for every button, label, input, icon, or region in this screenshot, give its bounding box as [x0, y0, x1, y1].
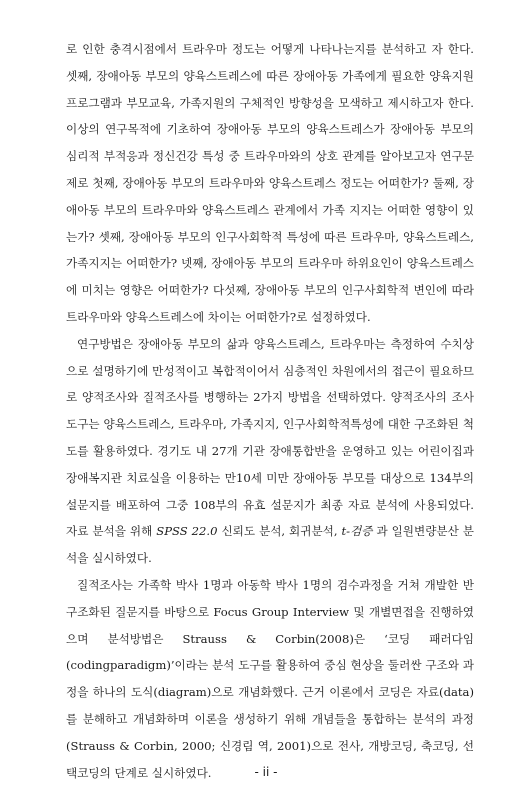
method-text-1: 연구방법은 장애아동 부모의 삶과 양육스트레스, 트라우마는 측정하여 수치상으로 설명하기에 만성적이고 복합적이어서 심층적인 차원에서의 접근이 필요하므로 양적조사와 질적조사를 병행하는 2가지 방법을 선택하였다. 양적조사의 조사도구는 양육스트레스, 트라우마, 가족지지, 인구사회학적특성에 대한 구조화된 척도를 활용하였다. 경기도 내 27개 기관 장애통합반을 운영하고 있는 어린이집과 장애복지관 치료실을 이용하는 만10세 미만 장애아동 부모를 대상으로 134부의 설문지를 배포하여 그중 108부의 유효 설문지가 최종 자료 분석에 사용되었다. 자료 분석을 위해	[66, 336, 474, 539]
page-number: - ii -	[254, 765, 278, 779]
spss-version: SPSS 22.0	[156, 524, 218, 539]
body-text	[66, 36, 474, 786]
paragraph-research-questions: 로 인한 충격시점에서 트라우마 정도는 어떻게 나타나는지를 분석하고 자 한다. 셋째, 장애아동 부모의 양육스트레스에 따른 장애아동 가족에게 필요한 양육지원 프로그램과 부모교육, 가족지원의 구체적인 방향성을 모색하고 제시하고자 한다. 이상의 연구목적에 기초하여 장애아동 부모의 양육스트레스가 장애아동 부모의 심리적 부적응과 정신건강 특성 중 트라우마와의 상호 관계를 알아보고자 연구문제로 첫째, 장애아동 부모의 트라우마와 양육스트레스 정도는 어떠한가? 둘째, 장애아동 부모의 트라우마와 양육스트레스 관계에서 가족 지지는 어떠한 영향이 있는가? 셋째, 장애아동 부모의 인구사회학적 특성에 따른 트라우마, 양육스트레스, 가족지지는 어떠한가? 넷째, 장애아동 부모의 트라우마 하위요인이 양육스트레스에 미치는 영향은 어떠한가? 다섯째, 장애아동 부모의 인구사회학적 변인에 따라 트라우마와 양육스트레스에 차이는 어떠한가?로 설정하였다.	[66, 42, 474, 324]
paragraph-research-method	[66, 331, 474, 572]
method-text-2: 신뢰도 분석, 회귀분석,	[217, 524, 342, 539]
paragraph-qualitative-method: 질적조사는 가족학 박사 1명과 아동학 박사 1명의 검수과정을 거쳐 개발한 반구조화된 질문지를 바탕으로 Focus Group Interview 및 개별면접을 진행하였으며 분석방법은 Strauss & Corbin(2008)은 ‘코딩 패러다임(codingparadigm)’이라는 분석 도구를 활용하여 중심 현상을 둘러싼 구조와 과정을 하나의 도식(diagram)으로 개념화했다. 근거 이론에서 코딩은 자료(data)를 분해하고 개념화하며 이론을 생성하기 위해 개념들을 통합하는 분석의 과정(Strauss & Corbin, 2000; 신경림 역, 2001)으로 전사, 개방코딩, 축코딩, 선택코딩의 단계로 실시하였다.	[66, 577, 474, 780]
t-test-label: t-검증	[341, 524, 373, 539]
method-text-3: 과 일원변량분산 분석을 실시하였다.	[66, 524, 474, 566]
